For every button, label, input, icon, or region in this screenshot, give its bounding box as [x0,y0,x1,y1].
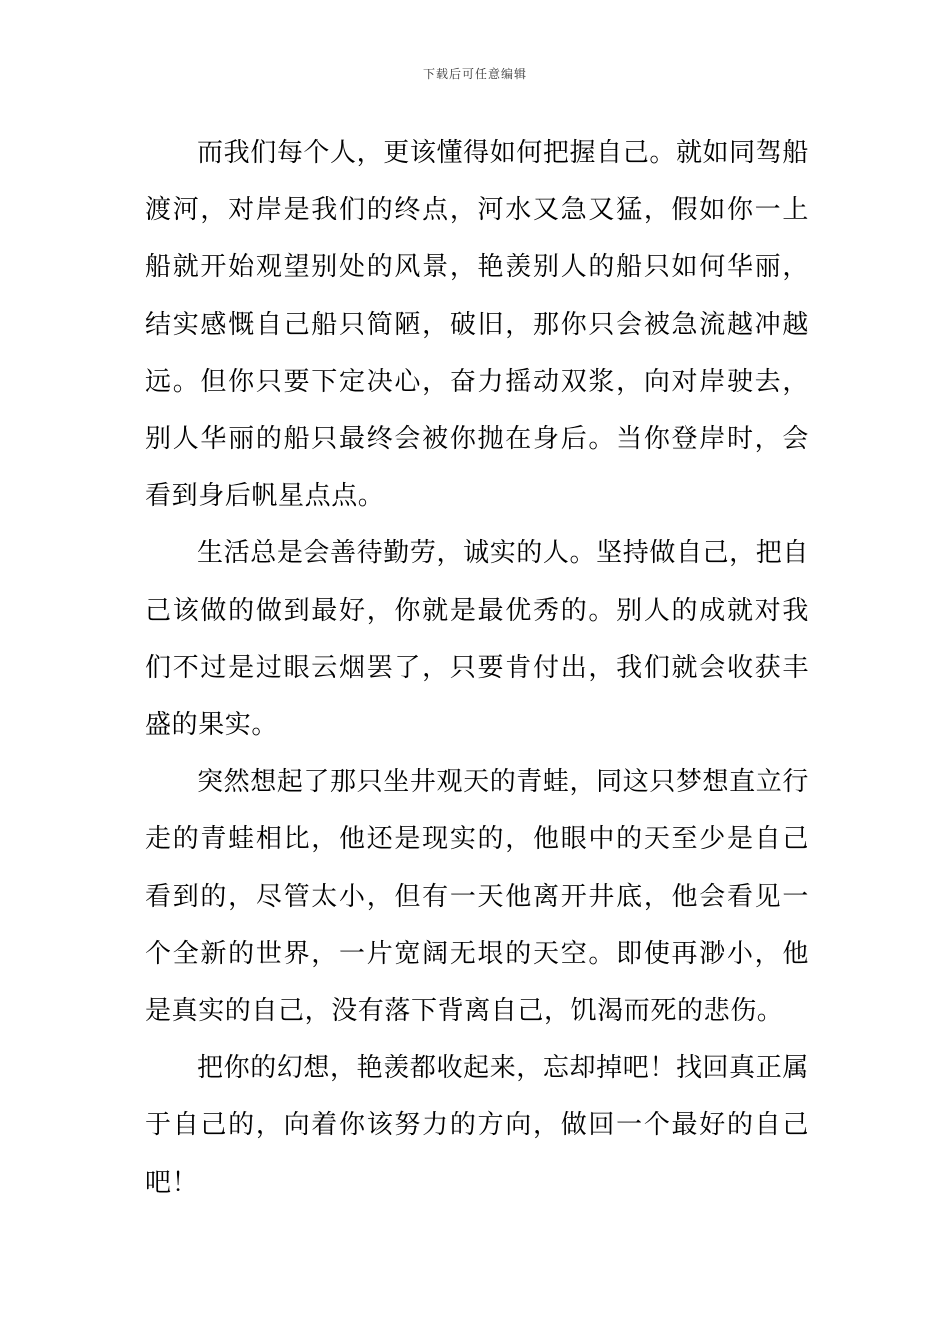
header-note: 下载后可任意编辑 [422,67,527,81]
paragraph-2: 生活总是会善待勤劳，诚实的人。坚持做自己，把自己该做的做到最好，你就是最优秀的。别人的成就对我们不过是过眼云烟罢了，只要肯付出，我们就会收获丰盛的果实。 [145,538,809,741]
paragraph-3: 突然想起了那只坐井观天的青蛙，同这只梦想直立行走的青蛙相比，他还是现实的，他眼中的天至少是自己看到的，尽管太小，但有一天他离开井底，他会看见一个全新的世界，一片宽阔无垠的天空。即使再渺小，他是真实的自己，没有落下背离自己，饥渴而死的悲伤。 [145,767,809,1027]
article-body [145,125,809,1212]
paragraph-1: 而我们每个人，更该懂得如何把握自己。就如同驾船渡河，对岸是我们的终点，河水又急又猛，假如你一上船就开始观望别处的风景，艳羡别人的船只如何华丽，结实感慨自己船只简陋，破旧，那你只会被急流越冲越远。但你只要下定决心，奋力摇动双浆，向对岸驶去，别人华丽的船只最终会被你抛在身后。当你登岸时，会看到身后帆星点点。 [145,138,809,512]
paragraph-4: 把你的幻想，艳羡都收起来，忘却掉吧！找回真正属于自己的，向着你该努力的方向，做回一个最好的自己吧！ [145,1053,809,1198]
